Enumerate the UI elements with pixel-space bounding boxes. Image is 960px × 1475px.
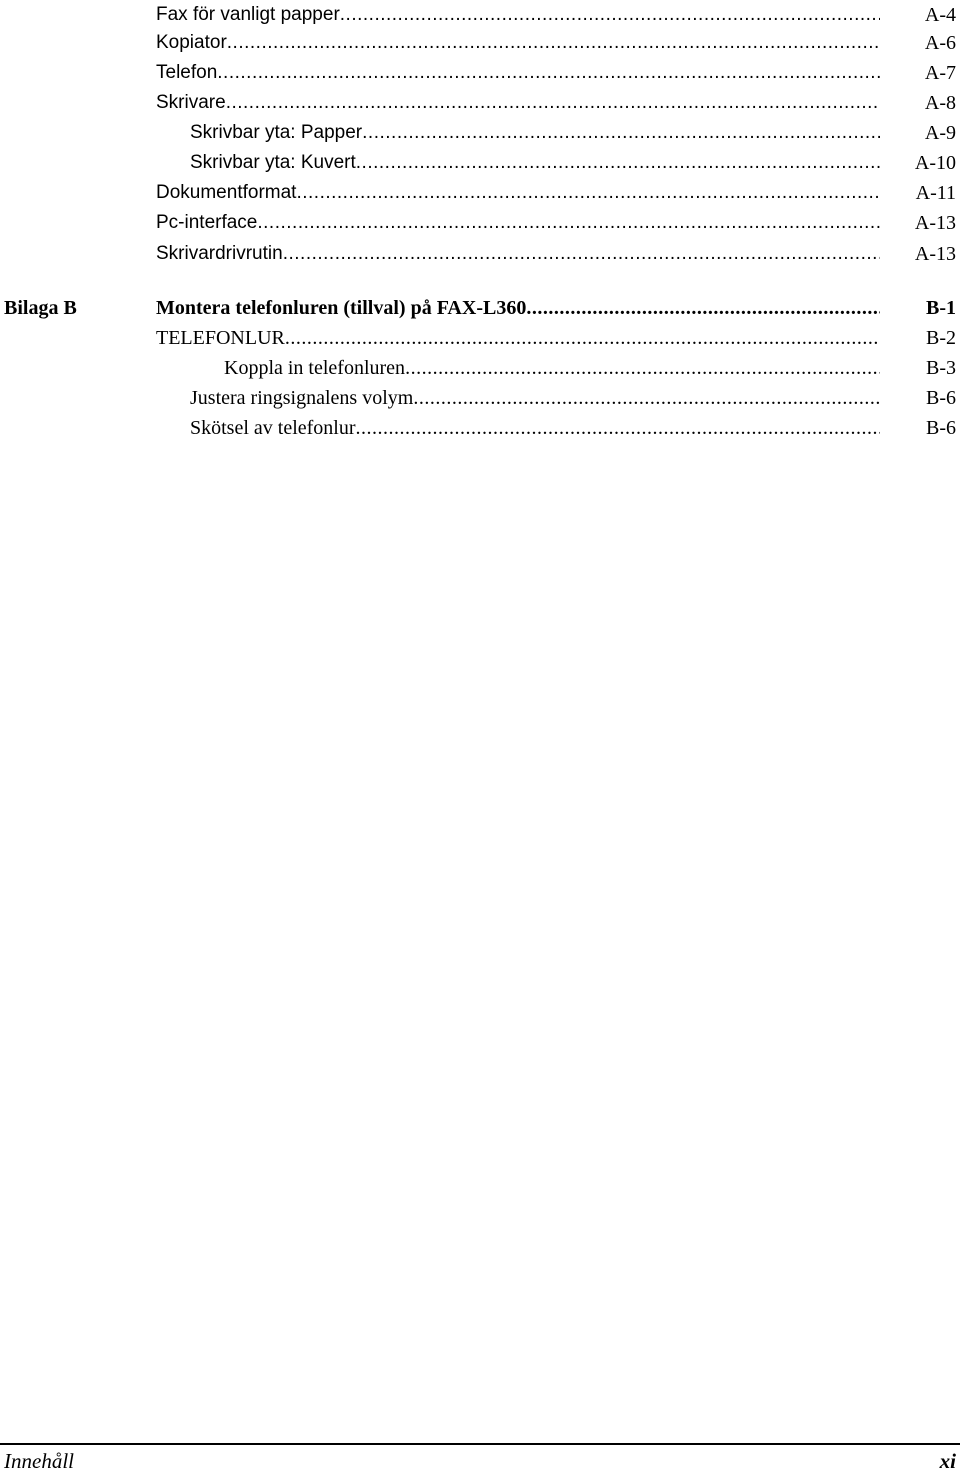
toc-row: [0, 208, 960, 238]
toc-entry[interactable]: [156, 178, 880, 208]
toc-entry-page: A-13: [914, 212, 956, 234]
toc-leader-dots: [283, 239, 880, 269]
toc-entry-page: A-6: [924, 32, 956, 54]
toc-entry-title: Pc-interface: [156, 212, 258, 233]
toc-entry-title: Kopiator: [156, 32, 227, 53]
toc-row: [0, 118, 960, 148]
toc-entry-title: Skrivardrivrutin: [156, 243, 283, 264]
toc-entry-title: Skrivare: [156, 92, 226, 113]
toc-entry-page: A-7: [924, 62, 956, 84]
footer-section-title: Innehåll: [4, 1449, 74, 1473]
toc-row: [0, 413, 960, 443]
toc-entry[interactable]: [156, 58, 880, 88]
toc-entry-title: Dokumentformat: [156, 182, 297, 203]
toc-entry[interactable]: [190, 383, 880, 413]
toc-leader-dots: [413, 383, 880, 413]
toc-entry[interactable]: [156, 323, 880, 353]
toc-row: [0, 353, 960, 383]
toc-entry-page: B-2: [926, 327, 956, 349]
toc-entry[interactable]: [190, 148, 880, 178]
toc-entry-page: B-3: [926, 357, 956, 379]
toc-leader-dots: [257, 208, 880, 238]
toc-entry-title: Telefon: [156, 62, 218, 83]
toc-leader-dots: [405, 353, 880, 383]
toc-leader-dots: [356, 148, 880, 178]
toc-entry[interactable]: [156, 28, 880, 58]
toc-leader-dots: [217, 58, 880, 88]
toc-leader-dots: [526, 293, 880, 323]
footer-divider: [0, 1443, 960, 1445]
appendix-heading-entry[interactable]: [156, 293, 880, 323]
toc-entry-page: A-10: [914, 152, 956, 174]
toc-entry-title: TELEFONLUR: [156, 327, 285, 349]
toc-entry[interactable]: [156, 0, 880, 30]
toc-entry-page: A-4: [924, 4, 956, 26]
toc-leader-dots: [285, 323, 880, 353]
toc-leader-dots: [296, 178, 880, 208]
toc-entry-page: B-6: [926, 417, 956, 439]
toc-entry-title: Skrivbar yta: Kuvert: [190, 152, 356, 173]
toc-row: [0, 58, 960, 88]
toc-row: [0, 323, 960, 353]
toc-leader-dots: [362, 118, 880, 148]
toc-row: [0, 88, 960, 118]
toc-entry[interactable]: [156, 239, 880, 269]
toc-row: [0, 28, 960, 58]
toc-row: [0, 148, 960, 178]
toc-leader-dots: [226, 88, 880, 118]
toc-entry[interactable]: [156, 88, 880, 118]
footer-page-number: xi: [939, 1449, 956, 1473]
toc-leader-dots: [356, 413, 880, 443]
toc-row: [0, 239, 960, 269]
toc-entry-title: Skötsel av telefonlur: [190, 417, 356, 439]
toc-row: [0, 0, 960, 30]
toc-entry-title: Koppla in telefonluren: [224, 357, 406, 379]
toc-entry-page: A-11: [915, 182, 956, 204]
toc-entry[interactable]: [190, 413, 880, 443]
toc-entry-page: B-1: [926, 297, 956, 319]
toc-entry-title: Montera telefonluren (tillval) på FAX-L360: [156, 297, 527, 319]
toc-entry[interactable]: [156, 208, 880, 238]
toc-entry-title: Justera ringsignalens volym: [190, 387, 414, 409]
toc-row: [0, 383, 960, 413]
toc-entry[interactable]: [190, 118, 880, 148]
toc-entry-page: A-13: [914, 243, 956, 265]
toc-entry-page: B-6: [926, 387, 956, 409]
toc-leader-dots: [340, 0, 880, 30]
toc-entry-title: Skrivbar yta: Papper: [190, 122, 363, 143]
toc-leader-dots: [227, 28, 880, 58]
toc-row: [0, 178, 960, 208]
appendix-heading-row: [0, 293, 960, 323]
toc-entry-title: Fax för vanligt papper: [156, 4, 340, 25]
toc-entry-page: A-9: [924, 122, 956, 144]
toc-entry-page: A-8: [924, 92, 956, 114]
appendix-label: Bilaga B: [4, 297, 77, 319]
toc-entry[interactable]: [224, 353, 880, 383]
